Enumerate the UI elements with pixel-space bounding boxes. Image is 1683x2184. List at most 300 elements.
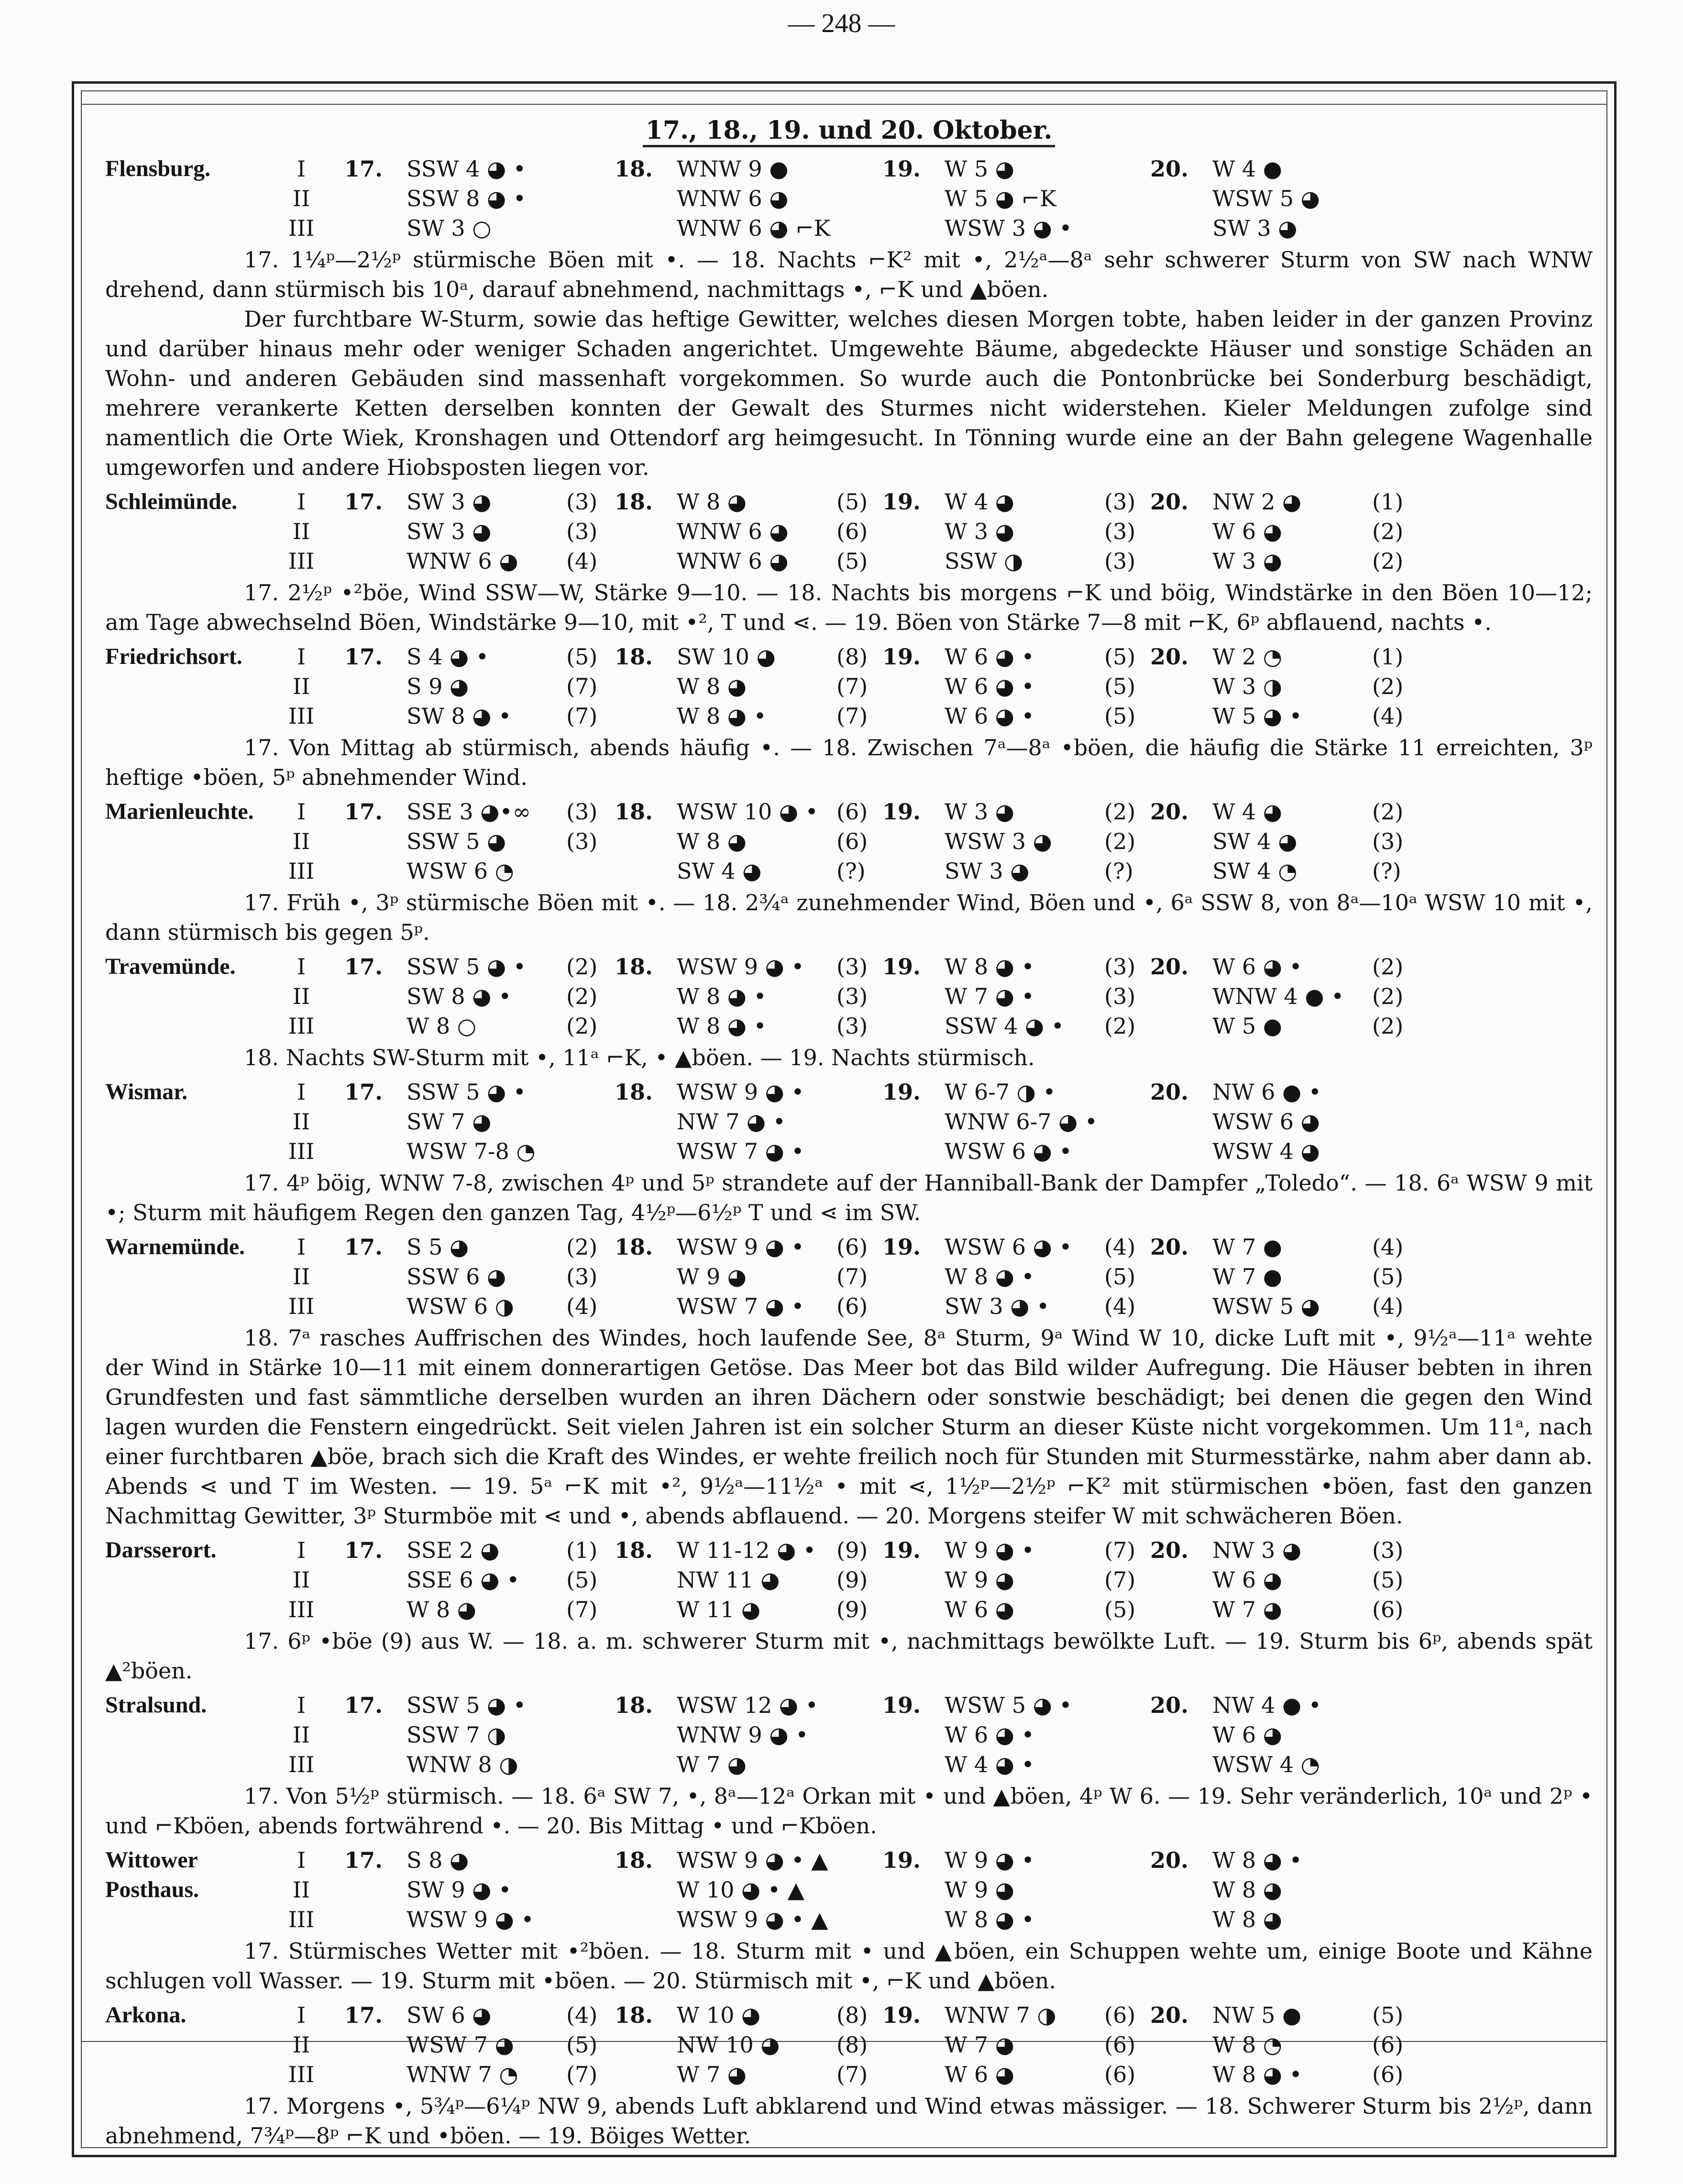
day-cell (344, 1011, 597, 1041)
day-cell (1150, 952, 1403, 982)
day-cell (615, 1720, 836, 1750)
sea-state: (2) (1372, 673, 1404, 699)
wind-weather: SW 7 ◕ (407, 1109, 492, 1135)
day-cell (882, 1750, 1104, 1779)
sea-state: (3) (1104, 983, 1136, 1009)
observation-row (105, 154, 1593, 184)
observation-time: III (288, 215, 315, 241)
wind-weather: W 8 ◕ (407, 1597, 476, 1622)
sea-state: (?) (1104, 858, 1133, 884)
day-cell (344, 1565, 597, 1595)
observation-row (105, 1845, 1593, 1875)
observation-time: I (297, 2002, 306, 2028)
station-name: Wittower Posthaus. (105, 1847, 199, 1902)
wind-weather: W 6 ◕ • (945, 703, 1034, 729)
observation-row (105, 982, 1593, 1011)
sea-state: (8) (836, 2032, 868, 2058)
wind-weather: W 8 ◕ (1212, 1877, 1282, 1903)
day-cell (1150, 1107, 1372, 1136)
sea-state: (5) (1372, 1567, 1404, 1593)
day-cell (1150, 2060, 1403, 2089)
wind-weather: W 6 ◕ (945, 2062, 1014, 2087)
observation-time: II (292, 1567, 310, 1593)
wind-weather: SW 3 ◕ (1212, 215, 1298, 241)
sea-state: (3) (1104, 548, 1136, 574)
day-label: 20. (1150, 1692, 1189, 1718)
day-label: 19. (882, 1079, 921, 1105)
wind-weather: W 8 ◕ • (677, 703, 767, 729)
day-label: 18. (615, 156, 653, 182)
station-name: Schleimünde. (105, 489, 238, 514)
sea-state: (6) (1372, 2032, 1404, 2058)
station-notes (105, 1168, 1593, 1227)
sea-state: (6) (1372, 2062, 1404, 2087)
wind-weather: SW 8 ◕ • (407, 703, 512, 729)
sea-state: (5) (566, 2032, 598, 2058)
observation-row (105, 642, 1593, 672)
observation-row (105, 797, 1593, 827)
sea-state: (2) (1104, 799, 1136, 825)
day-label: 20. (1150, 954, 1189, 980)
day-label: 17. (344, 1537, 383, 1563)
observation-row (105, 1011, 1593, 1041)
day-label: 18. (615, 1692, 653, 1718)
wind-weather: W 11-12 ◕ • (677, 1537, 816, 1563)
day-cell (1150, 701, 1403, 731)
wind-weather: S 5 ◕ (407, 1234, 469, 1260)
note-paragraph: 17. 4ᵖ böig, WNW 7-8, zwischen 4ᵖ und 5ᵖ strandete auf der Hanniball-Bank der Dampfer „Toledo“. — 18. 6ᵃ WSW 9 mit •; Sturm mit häufigem Regen den ganzen Tag, 4½ᵖ—6½ᵖ T und ⋖ im SW. (105, 1170, 1593, 1225)
note-paragraph: 17. Von 5½ᵖ stürmisch. — 18. 6ᵃ SW 7, •, 8ᵃ—12ᵃ Orkan mit • und ▲böen, 4ᵖ W 6. — 19. Sehr veränderlich, 10ᵃ und 2ᵖ • und ⌐Kböen, abends fortwährend •. — 20. Bis Mittag • und ⌐Kböen. (105, 1783, 1593, 1839)
day-cell (615, 213, 836, 243)
wind-weather: WSW 7 ◕ • (677, 1138, 804, 1164)
day-cell (1150, 1077, 1372, 1107)
day-label: 17. (344, 644, 383, 670)
wind-weather: WNW 6 ◕ (677, 186, 789, 211)
sea-state: (9) (836, 1537, 868, 1563)
wind-weather: SW 4 ◕ (677, 858, 762, 884)
wind-weather: WSW 9 ◕ • (677, 1079, 804, 1105)
day-label: 20. (1150, 644, 1189, 670)
observation-time: I (297, 1692, 306, 1718)
wind-weather: WSW 4 ◔ (1212, 1752, 1320, 1777)
day-cell (882, 856, 1133, 886)
day-cell (344, 2060, 597, 2089)
wind-weather: S 9 ◕ (407, 673, 469, 699)
observation-row (105, 1291, 1593, 1321)
station-name: Warnemünde. (105, 1234, 245, 1259)
sea-state: (3) (1372, 828, 1404, 854)
sea-state: (2) (1104, 828, 1136, 854)
day-label: 19. (882, 1847, 921, 1873)
observation-time: II (292, 1722, 310, 1748)
day-cell (615, 154, 836, 184)
sea-state: (6) (1104, 2062, 1136, 2087)
day-cell (344, 1262, 597, 1291)
wind-weather: WNW 6 ◕ (407, 548, 518, 574)
sea-state: (4) (566, 1293, 598, 1319)
wind-weather: W 11 ◕ (677, 1597, 761, 1622)
day-cell (344, 154, 566, 184)
day-label: 19. (882, 1692, 921, 1718)
day-label: 18. (615, 954, 653, 980)
note-paragraph: 17. Morgens •, 5¾ᵖ—6¼ᵖ NW 9, abends Luft abklarend und Wind etwas mässiger. — 18. Schwerer Sturm bis 2½ᵖ, dann abnehmend, 7¾ᵖ—8ᵖ ⌐K und •böen. — 19. Böiges Wetter. (105, 2093, 1593, 2149)
sea-state: (3) (836, 1013, 868, 1039)
wind-weather: SW 4 ◕ (1212, 828, 1298, 854)
day-cell (882, 154, 1104, 184)
day-cell (882, 952, 1135, 982)
sea-state: (3) (566, 1264, 598, 1290)
observation-row (105, 1595, 1593, 1624)
wind-weather: W 9 ◕ • (945, 1537, 1034, 1563)
day-label: 17. (344, 1234, 383, 1260)
sea-state: (8) (836, 2002, 868, 2028)
observation-time: III (288, 703, 315, 729)
wind-weather: W 7 ◕ (1212, 1597, 1282, 1622)
day-cell (882, 1011, 1135, 1041)
day-cell (615, 1535, 868, 1565)
sea-state: (7) (566, 2062, 598, 2087)
station-name: Stralsund. (105, 1692, 207, 1718)
wind-weather: NW 5 ● (1212, 2002, 1302, 2028)
wind-weather: W 6 ◕ • (945, 644, 1034, 670)
wind-weather: W 8 ◕ • (677, 1013, 767, 1039)
sea-state: (7) (566, 673, 598, 699)
day-cell (1150, 2000, 1403, 2030)
wind-weather: S 8 ◕ (407, 1847, 469, 1873)
sea-state: (4) (1372, 703, 1404, 729)
observation-row (105, 546, 1593, 576)
wind-weather: WSW 10 ◕ • (677, 799, 818, 825)
day-cell (1150, 672, 1403, 701)
wind-weather: WSW 3 ◕ • (945, 215, 1072, 241)
sea-state: (4) (1372, 1234, 1404, 1260)
sea-state: (5) (1104, 1597, 1136, 1622)
day-cell (1150, 184, 1372, 213)
day-cell (344, 952, 597, 982)
station-name: Arkona. (105, 2002, 187, 2028)
station-notes (105, 888, 1593, 947)
station-block (105, 1690, 1593, 1841)
wind-weather: W 6 ◕ • (1212, 954, 1302, 980)
wind-weather: WSW 6 ◑ (407, 1293, 514, 1319)
sea-state: (1) (1372, 489, 1404, 515)
wind-weather: WSW 12 ◕ • (677, 1692, 818, 1718)
station-name: Flensburg. (105, 156, 211, 181)
day-cell (882, 982, 1135, 1011)
note-paragraph: 17. Früh •, 3ᵖ stürmische Böen mit •. — 18. 2¾ᵃ zunehmender Wind, Böen und •, 6ᵃ SSW 8, von 8ᵃ—10ᵃ WSW 10 mit •, dann stürmisch bis gegen 5ᵖ. (105, 890, 1593, 945)
wind-weather: WSW 6 ◔ (407, 858, 514, 884)
day-cell (344, 184, 566, 213)
station-block (105, 1077, 1593, 1227)
day-cell (882, 672, 1135, 701)
wind-weather: SSW ◑ (945, 548, 1023, 574)
sea-state: (1) (566, 1537, 598, 1563)
sea-state: (3) (836, 954, 868, 980)
observation-time: III (288, 1293, 315, 1319)
day-label: 20. (1150, 799, 1189, 825)
wind-weather: WSW 5 ◕ (1212, 186, 1320, 211)
wind-weather: W 9 ◕ (945, 1567, 1014, 1593)
wind-weather: SW 4 ◔ (1212, 858, 1298, 884)
sea-state: (5) (1372, 1264, 1404, 1290)
day-label: 19. (882, 489, 921, 515)
sea-state: (6) (1372, 1597, 1404, 1622)
wind-weather: WSW 5 ◕ • (945, 1692, 1072, 1718)
day-cell (615, 2030, 868, 2060)
day-label: 20. (1150, 1847, 1189, 1873)
sea-state: (3) (1104, 489, 1136, 515)
wind-weather: W 8 ◕ (677, 673, 747, 699)
note-paragraph: 18. Nachts SW-Sturm mit •, 11ᵃ ⌐K, • ▲böen. — 19. Nachts stürmisch. (244, 1045, 1035, 1070)
day-cell (344, 827, 597, 856)
day-cell (615, 1875, 836, 1905)
day-label: 19. (882, 799, 921, 825)
wind-weather: SSW 8 ◕ • (407, 186, 526, 211)
wind-weather: W 8 ◕ • (945, 954, 1034, 980)
wind-weather: SSW 7 ◑ (407, 1722, 506, 1748)
day-cell (882, 1535, 1135, 1565)
day-cell (1150, 546, 1403, 576)
day-cell (344, 1291, 597, 1321)
day-label: 20. (1150, 1079, 1189, 1105)
day-cell (615, 1107, 836, 1136)
wind-weather: SW 3 ◕ (945, 858, 1030, 884)
sea-state: (6) (1104, 2032, 1136, 2058)
section-title-text: 17., 18., 19. und 20. Oktober. (643, 116, 1056, 147)
sea-state: (2) (566, 954, 598, 980)
sea-state: (2) (1372, 799, 1404, 825)
observation-row (105, 2030, 1593, 2060)
day-cell (615, 487, 868, 517)
day-cell (1150, 982, 1403, 1011)
observation-time: II (292, 1109, 310, 1135)
wind-weather: W 9 ◕ (945, 1877, 1014, 1903)
sea-state: (3) (566, 828, 598, 854)
day-cell (1150, 827, 1403, 856)
station-notes (105, 2091, 1593, 2151)
station-notes (105, 1936, 1593, 1996)
sea-state: (3) (566, 518, 598, 544)
wind-weather: NW 4 ● • (1212, 1692, 1321, 1718)
sea-state: (4) (1104, 1293, 1136, 1319)
day-cell (882, 2030, 1135, 2060)
observation-time: I (297, 1537, 306, 1563)
station-notes (105, 1781, 1593, 1841)
observation-time: II (292, 673, 310, 699)
day-cell (882, 2000, 1135, 2030)
day-cell (882, 2060, 1135, 2089)
wind-weather: W 5 ◕ (945, 156, 1014, 182)
observation-row (105, 517, 1593, 546)
wind-weather: SSW 5 ◕ • (407, 1692, 526, 1718)
day-cell (1150, 642, 1403, 672)
wind-weather: WSW 7-8 ◔ (407, 1138, 536, 1164)
observation-time: I (297, 1079, 306, 1105)
observation-row (105, 1262, 1593, 1291)
observation-row (105, 1875, 1593, 1905)
day-cell (1150, 1262, 1403, 1291)
wind-weather: W 8 ◕ • (677, 983, 767, 1009)
wind-weather: SW 3 ◕ • (945, 1293, 1050, 1319)
observation-time: III (288, 1013, 315, 1039)
day-label: 18. (615, 1847, 653, 1873)
sea-state: (5) (566, 1567, 598, 1593)
day-cell (1150, 1720, 1372, 1750)
day-cell (344, 1595, 597, 1624)
observation-row (105, 213, 1593, 243)
sea-state: (?) (1372, 858, 1401, 884)
note-paragraph: 17. 1¼ᵖ—2½ᵖ stürmische Böen mit •. — 18. Nachts ⌐K² mit •, 2½ᵃ—8ᵃ sehr schwerer Sturm von SW nach WNW drehend, dann stürmisch bis 10ᵃ, darauf abnehmend, nachmittags •, ⌐K und ▲böen. (105, 247, 1593, 302)
wind-weather: W 6 ◕ (1212, 1722, 1282, 1748)
wind-weather: S 4 ◕ • (407, 644, 489, 670)
day-cell (1150, 1535, 1403, 1565)
day-cell (615, 856, 866, 886)
wind-weather: W 4 ◕ • (945, 1752, 1034, 1777)
observation-time: III (288, 548, 315, 574)
station-notes (105, 733, 1593, 792)
wind-weather: W 6 ◕ (1212, 518, 1282, 544)
observation-time: II (292, 2032, 310, 2058)
day-cell (1150, 1845, 1372, 1875)
wind-weather: NW 7 ◕ • (677, 1109, 786, 1135)
observation-time: I (297, 156, 306, 182)
observation-row (105, 2000, 1593, 2030)
day-label: 19. (882, 954, 921, 980)
wind-weather: WNW 6 ◕ (677, 518, 789, 544)
wind-weather: W 6 ◕ (1212, 1567, 1282, 1593)
sea-state: (5) (1372, 2002, 1404, 2028)
sea-state: (2) (1372, 1013, 1404, 1039)
note-paragraph: 17. 2½ᵖ •²böe, Wind SSW—W, Stärke 9—10. — 18. Nachts bis morgens ⌐K und böig, Windstärke in den Böen 10—12; am Tage abwechselnd Böen, Windstärke 9—10, mit •², T und ⋖. — 19. Böen von Stärke 7—8 mit ⌐K, 6ᵖ abflauend, nachts •. (105, 580, 1593, 635)
note-paragraph: 17. 6ᵖ •böe (9) aus W. — 18. a. m. schwerer Sturm mit •, nachmittags bewölkte Luft. — 19. Sturm bis 6ᵖ, abends spät ▲²böen. (105, 1628, 1593, 1684)
wind-weather: WNW 6 ◕ (677, 548, 789, 574)
day-cell (344, 1535, 597, 1565)
wind-weather: SW 10 ◕ (677, 644, 776, 670)
day-cell (615, 1136, 836, 1166)
wind-weather: WSW 9 ◕ • (407, 1907, 534, 1932)
sea-state: (4) (1104, 1234, 1136, 1260)
wind-weather: WSW 4 ◕ (1212, 1138, 1320, 1164)
day-cell (882, 1845, 1104, 1875)
sea-state: (5) (566, 644, 598, 670)
sea-state: (1) (1372, 644, 1404, 670)
wind-weather: WNW 7 ◔ (407, 2062, 518, 2087)
day-label: 17. (344, 156, 383, 182)
day-label: 18. (615, 799, 653, 825)
wind-weather: W 3 ◕ (945, 799, 1014, 825)
wind-weather: SW 3 ◕ (407, 518, 492, 544)
sea-state: (8) (836, 644, 868, 670)
sea-state: (9) (836, 1567, 868, 1593)
day-cell (615, 546, 868, 576)
station-block (105, 154, 1593, 482)
day-cell (615, 1262, 868, 1291)
observation-time: III (288, 858, 315, 884)
day-cell (1150, 1232, 1403, 1262)
wind-weather: W 8 ◕ (677, 489, 747, 515)
day-cell (882, 1905, 1104, 1934)
observation-time: I (297, 1847, 306, 1873)
day-cell (615, 797, 868, 827)
wind-weather: W 10 ◕ • ▲ (677, 1877, 804, 1903)
day-label: 19. (882, 2002, 921, 2028)
wind-weather: SSW 5 ◕ • (407, 954, 526, 980)
day-cell (344, 672, 597, 701)
day-cell (344, 2030, 597, 2060)
day-cell (882, 1077, 1104, 1107)
day-cell (344, 1690, 566, 1720)
wind-weather: W 7 ◕ (677, 1752, 747, 1777)
station-list (105, 154, 1593, 2151)
sea-state: (?) (836, 858, 866, 884)
observation-row (105, 856, 1593, 886)
sea-state: (2) (1372, 954, 1404, 980)
observation-time: III (288, 1597, 315, 1622)
day-label: 20. (1150, 156, 1189, 182)
observation-row (105, 1232, 1593, 1262)
wind-weather: SW 6 ◕ (407, 2002, 492, 2028)
wind-weather: W 2 ◔ (1212, 644, 1282, 670)
sea-state: (5) (1104, 1264, 1136, 1290)
observation-time: III (288, 1752, 315, 1777)
day-cell (882, 517, 1135, 546)
day-cell (882, 213, 1104, 243)
day-cell (882, 1565, 1135, 1595)
observation-row (105, 1750, 1593, 1779)
day-cell (344, 1136, 566, 1166)
wind-weather: WSW 6 ◕ • (945, 1138, 1072, 1164)
day-cell (882, 1232, 1135, 1262)
observation-time: III (288, 1907, 315, 1932)
day-cell (615, 701, 868, 731)
day-label: 17. (344, 799, 383, 825)
observation-time: II (292, 1264, 310, 1290)
day-cell (1150, 856, 1401, 886)
day-cell (344, 1750, 566, 1779)
day-label: 17. (344, 489, 383, 515)
wind-weather: WSW 9 ◕ • ▲ (677, 1847, 828, 1873)
day-cell (882, 1720, 1104, 1750)
sea-state: (4) (1372, 1293, 1404, 1319)
wind-weather: WNW 7 ◑ (945, 2002, 1056, 2028)
day-label: 20. (1150, 489, 1189, 515)
sea-state: (3) (1372, 1537, 1404, 1563)
wind-weather: SSE 2 ◕ (407, 1537, 500, 1563)
note-paragraph: 17. Stürmisches Wetter mit •²böen. — 18. Sturm mit • und ▲böen, ein Schuppen wehte um, einige Boote und Kähne schlugen voll Wasser. — 19. Sturm mit •böen. — 20. Stürmisch mit •, ⌐K und ▲böen. (105, 1938, 1593, 1994)
sea-state: (2) (1372, 548, 1404, 574)
wind-weather: WSW 6 ◕ • (945, 1234, 1072, 1260)
note-paragraph: 18. 7ᵃ rasches Auffrischen des Windes, hoch laufende See, 8ᵃ Sturm, 9ᵃ Wind W 10, dicke Luft mit •, 9½ᵃ—11ᵃ wehte der Wind in Stärke 10—11 mit einem donnerartigen Getöse. Das Meer bot das Bild wilder Aufregung. Die Häuser bebten in ihren Grundfesten und fast sämmtliche derselben wurden an ihren Dächern oder sonstwie beschädigt; bei denen die gegen den Wind lagen wurden die Fenstern eingedrückt. Seit vielen Jahren ist ein solcher Sturm an dieser Küste nicht vorgekommen. Um 11ᵃ, nach einer furchtbaren ▲böe, brach sich die Kraft des Windes, er wehte freilich noch für Stunden mit Sturmesstärke, nahm aber dann ab. Abends ⋖ und T im Westen. — 19. 5ᵃ ⌐K mit •², 9½ᵃ—11½ᵃ • mit ⋖, 1½ᵖ—2½ᵖ ⌐K² mit stürmischen •böen, fast den ganzen Nachmittag Gewitter, 3ᵖ Sturmböe mit ⋖ und •, abends abflauend. — 20. Morgens steifer W mit schwächeren Böen. (105, 1325, 1593, 1529)
wind-weather: WSW 9 ◕ • ▲ (677, 1907, 828, 1932)
day-cell (1150, 1011, 1403, 1041)
page-content (105, 113, 1593, 2155)
sea-state: (6) (836, 828, 868, 854)
day-cell (882, 184, 1104, 213)
day-label: 20. (1150, 2002, 1189, 2028)
sea-state: (2) (566, 1234, 598, 1260)
page-number: — 248 — (788, 9, 895, 38)
wind-weather: SW 8 ◕ • (407, 983, 512, 1009)
day-cell (1150, 1905, 1372, 1934)
day-label: 18. (615, 489, 653, 515)
day-cell (344, 1077, 566, 1107)
observation-time: II (292, 186, 310, 211)
sea-state: (2) (1372, 518, 1404, 544)
day-cell (882, 1107, 1104, 1136)
sea-state: (7) (836, 1264, 868, 1290)
day-label: 17. (344, 2002, 383, 2028)
observation-row (105, 827, 1593, 856)
